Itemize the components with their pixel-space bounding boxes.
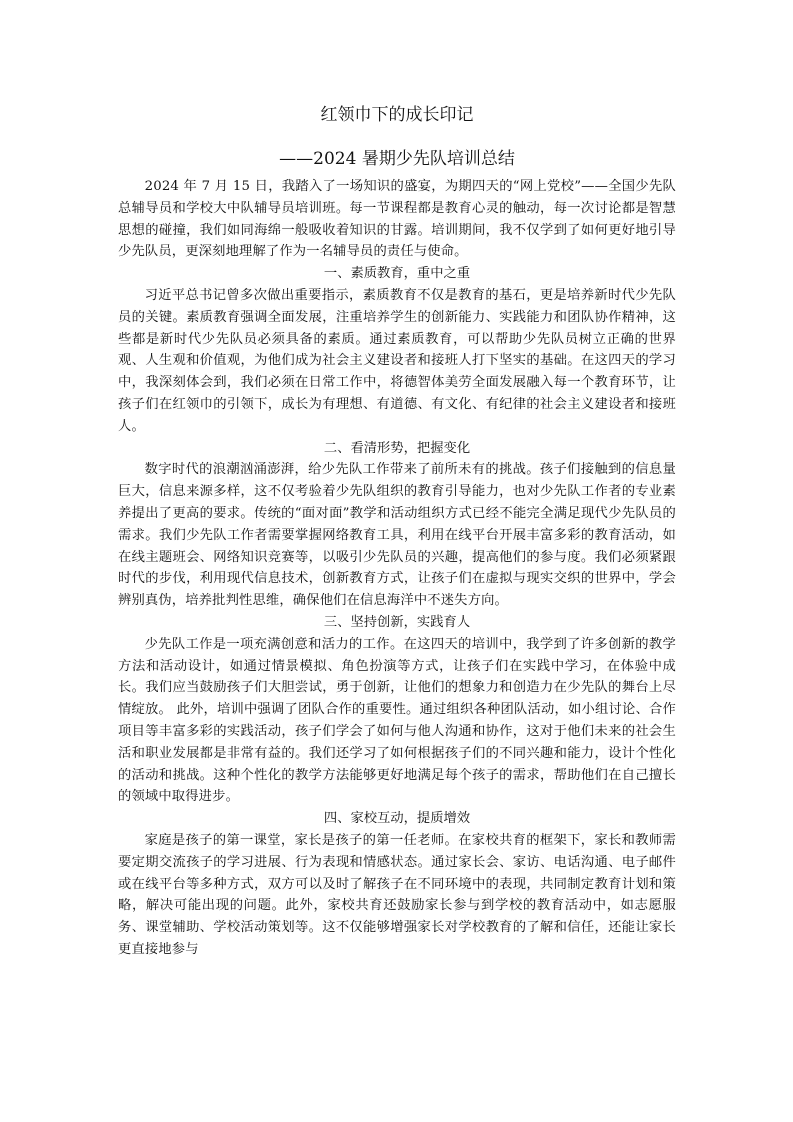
section-body-2: 数字时代的浪潮汹涌澎湃，给少先队工作带来了前所未有的挑战。孩子们接触到的信息量巨大，信息来源多样，这不仅考验着少先队组织的教育引导能力，也对少先队工作者的专业素养提出了更高的要求。传统的“面对面”教学和活动组织方式已经不能完全满足现代少先队员的需求。我们少先队工作者需要掌握网络教育工具，利用在线平台开展丰富多彩的教育活动，如在线主题班会、网络知识竞赛等，以吸引少先队员的兴趣，提高他们的参与度。我们必须紧跟时代的步伐，利用现代信息技术，创新教育方式，让孩子们在虚拟与现实交织的世界中，学会辨别真伪，培养批判性思维，确保他们在信息海洋中不迷失方向。 bbox=[118, 462, 676, 609]
document-subtitle: ——2024 暑期少先队培训总结 bbox=[279, 149, 515, 169]
intro-paragraph: 2024 年 7 月 15 日，我踏入了一场知识的盛宴，为期四天的“网上党校”——全国少先队总辅导员和学校大中队辅导员培训班。每一节课程都是教育心灵的触动，每一次讨论都是智慧思想的碰撞，我们如同海绵一般吸收着知识的甘露。培训期间，我不仅学到了如何更好地引导少先队员，更深刻地理解了作为一名辅导员的责任与使命。 bbox=[118, 179, 676, 260]
section-heading-1: 一、素质教育，重中之重 bbox=[323, 266, 471, 282]
section-body-4: 家庭是孩子的第一课堂，家长是孩子的第一任老师。在家校共育的框架下，家长和教师需要定期交流孩子的学习进展、行为表现和情感状态。通过家长会、家访、电话沟通、电子邮件或在线平台等多种方式，双方可以及时了解孩子在不同环境中的表现，共同制定教育计划和策略，解决可能出现的问题。此外，家校共育还鼓励家长参与到学校的教育活动中，如志愿服务、课堂辅助、学校活动策划等。这不仅能够增强家长对学校教育的了解和信任，还能让家长更直接地参与 bbox=[118, 832, 676, 957]
section-heading-4: 四、家校互动，提质增效 bbox=[323, 811, 471, 827]
document-page bbox=[118, 102, 676, 961]
section-body-1: 习近平总书记曾多次做出重要指示，素质教育不仅是教育的基石，更是培养新时代少先队员的关键。素质教育强调全面发展，注重培养学生的创新能力、实践能力和团队协作精神，这些都是新时代少先队员必须具备的素质。通过素质教育，可以帮助少先队员树立正确的世界观、人生观和价值观，为他们成为社会主义建设者和接班人打下坚实的基础。在这四天的学习中，我深刻体会到，我们必须在日常工作中，将德智体美劳全面发展融入每一个教育环节，让孩子们在红领巾的引领下，成长为有理想、有道德、有文化、有纪律的社会主义建设者和接班人。 bbox=[118, 287, 676, 434]
section-heading-2: 二、看清形势，把握变化 bbox=[323, 440, 471, 456]
section-body-3: 少先队工作是一项充满创意和活力的工作。在这四天的培训中，我学到了许多创新的教学方法和活动设计，如通过情景模拟、角色扮演等方式，让孩子们在实践中学习，在体验中成长。我们应当鼓励孩子们大胆尝试，勇于创新，让他们的想象力和创造力在少先队的舞台上尽情绽放。 此外，培训中强调了团队合作的重要性。通过组织各种团队活动，如小组讨论、合作项目等丰富多彩的实践活动，孩子们学会了如何与他人沟通和协作，这对于他们未来的社会生活和职业发展都是非常有益的。我们还学习了如何根据孩子们的不同兴趣和能力，设计个性化的活动和挑战。这种个性化的教学方法能够更好地满足每个孩子的需求，帮助他们在自己擅长的领域中取得进步。 bbox=[118, 636, 676, 805]
section-heading-3: 三、坚持创新，实践育人 bbox=[323, 614, 471, 630]
document-title: 红领巾下的成长印记 bbox=[320, 105, 474, 125]
